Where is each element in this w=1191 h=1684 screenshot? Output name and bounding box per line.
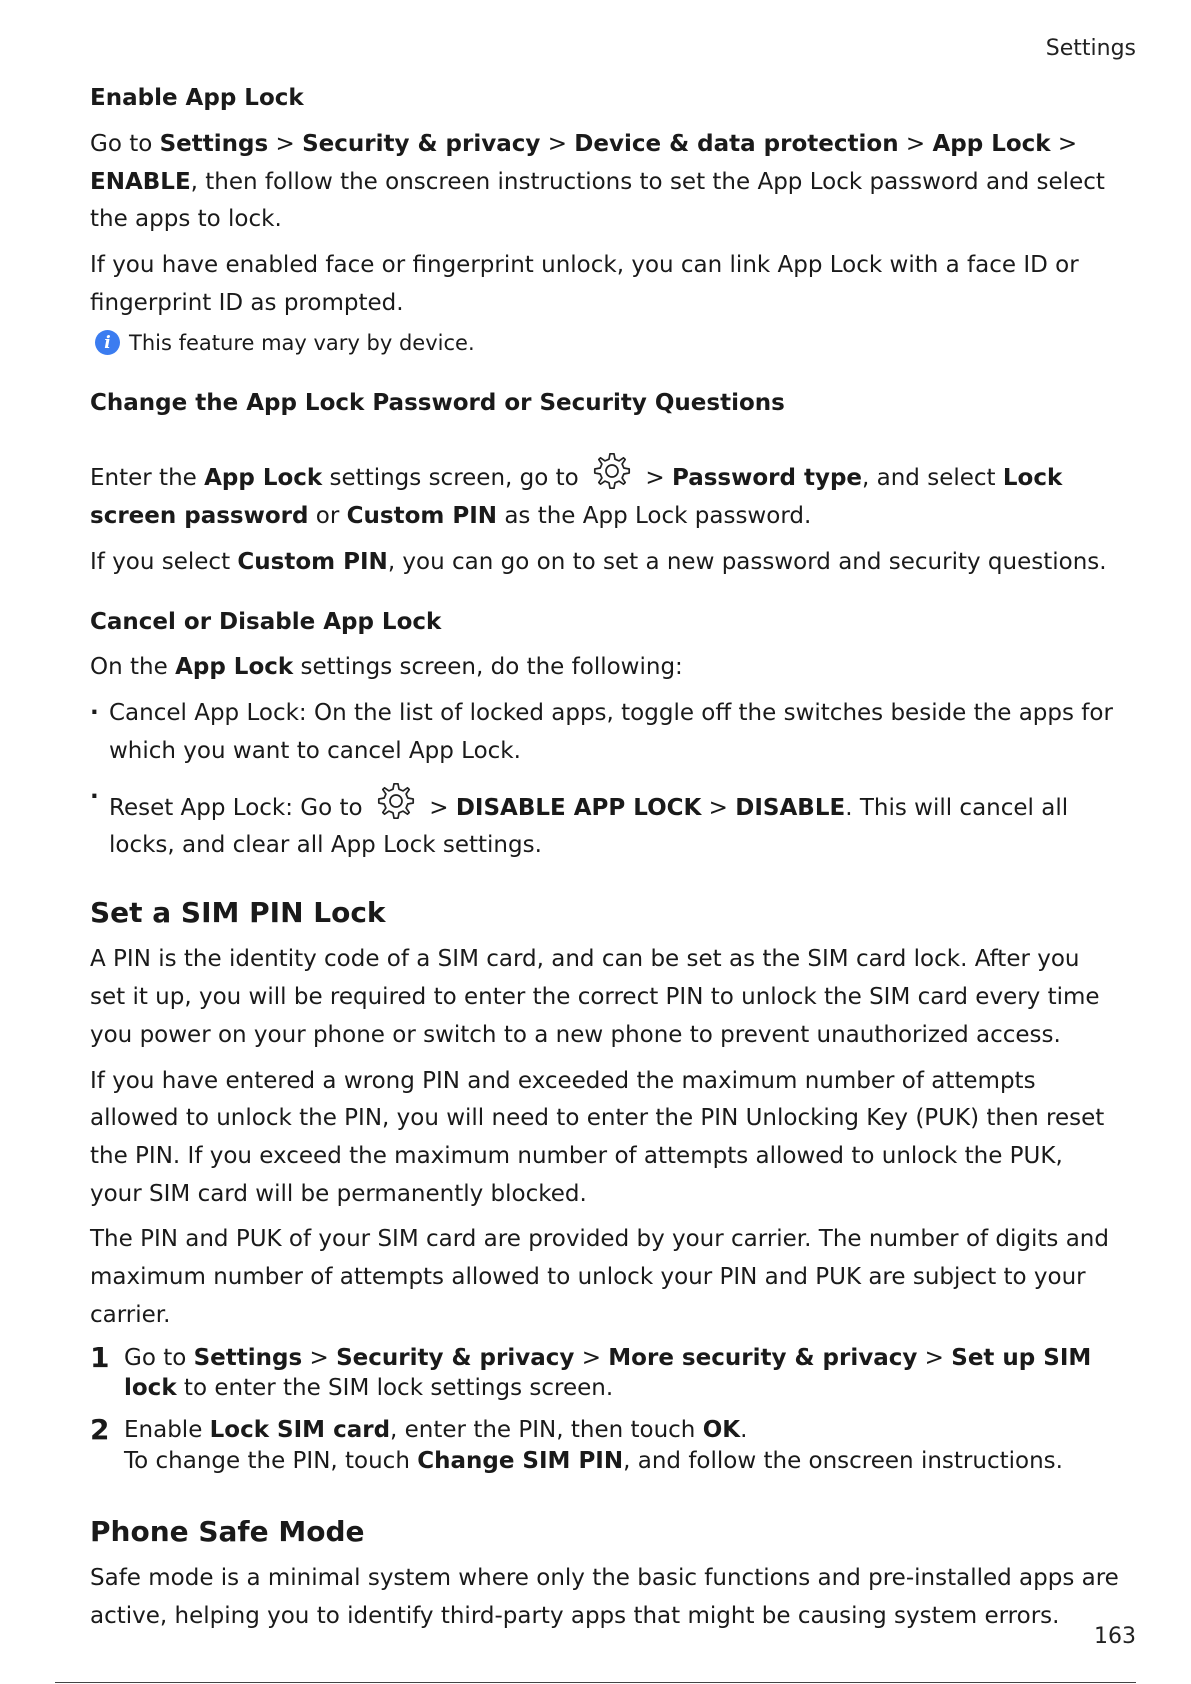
heading-sim-pin-lock: Set a SIM PIN Lock	[90, 896, 386, 930]
change-instructions: Enter the App Lock settings screen, go to > Password type, and select Lock screen password or Custom PIN as the App Lock password.	[90, 449, 1120, 535]
heading-change-password: Change the App Lock Password or Security Questions	[90, 390, 785, 417]
custom-pin-note: If you select Custom PIN, you can go on to set a new password and security questions.	[90, 548, 1107, 575]
step-1	[90, 1340, 1120, 1404]
step-number: 2	[90, 1413, 110, 1447]
step-2	[90, 1415, 1120, 1476]
heading-phone-safe-mode: Phone Safe Mode	[90, 1515, 365, 1549]
list-item: · Cancel App Lock: On the list of locked apps, toggle off the switches beside the apps for which you want to cancel App Lock.	[90, 695, 1120, 770]
page-number: 163	[1094, 1624, 1136, 1649]
footer-divider	[55, 1682, 1136, 1683]
info-icon: i	[95, 330, 120, 355]
device-note-text: This feature may vary by device.	[129, 330, 475, 355]
sim-paragraph: The PIN and PUK of your SIM card are provided by your carrier. The number of digits and maximum number of attempts allowed to unlock your PIN and PUK are subject to your carrier.	[90, 1226, 1109, 1328]
heading-cancel-app-lock: Cancel or Disable App Lock	[90, 608, 442, 635]
heading-enable-app-lock: Enable App Lock	[90, 85, 304, 111]
page-content	[90, 84, 1120, 1644]
gear-icon	[374, 779, 418, 823]
enable-biometric-note: If you have enabled face or fingerprint unlock, you can link App Lock with a face ID or fingerprint ID as prompted.	[90, 252, 1079, 316]
running-header: Settings	[1045, 36, 1136, 61]
device-note	[95, 330, 1120, 355]
enable-instructions: Go to Settings > Security & privacy > Device & data protection > App Lock > ENABLE, then follow the onscreen instructions to set the App Lock password and select the apps to lock.	[90, 130, 1105, 233]
gear-icon	[590, 449, 634, 493]
safe-mode-paragraph: Safe mode is a minimal system where only the basic functions and pre-installed apps are active, helping you to identify third-party apps that might be causing system errors.	[90, 1565, 1119, 1630]
step-text: Enable Lock SIM card, enter the PIN, then touch OK. To change the PIN, touch Change SIM PIN, and follow the onscreen instructions.	[124, 1417, 1063, 1474]
list-item: · Reset App Lock: Go to > DISABLE APP LOCK > DISABLE. This will cancel all locks, and clear all App Lock settings.	[90, 779, 1120, 865]
cancel-options-list	[90, 695, 1120, 865]
step-number: 1	[90, 1340, 110, 1374]
cancel-intro: On the App Lock settings screen, do the following:	[90, 654, 683, 681]
step-text: Go to Settings > Security & privacy > More security & privacy > Set up SIM lock to enter the SIM lock settings screen.	[124, 1344, 1092, 1401]
sim-paragraph: A PIN is the identity code of a SIM card, and can be set as the SIM card lock. After you set it up, you will be required to enter the correct PIN to unlock the SIM card every time you power on your phone or switch to a new phone to prevent unauthorized access.	[90, 946, 1100, 1048]
sim-paragraph: If you have entered a wrong PIN and exceeded the maximum number of attempts allowed to unlock the PIN, you will need to enter the PIN Unlocking Key (PUK) then reset the PIN. If you exceed the maximum number of attempts allowed to unlock the PUK, your SIM card will be permanently blocked.	[90, 1067, 1105, 1207]
